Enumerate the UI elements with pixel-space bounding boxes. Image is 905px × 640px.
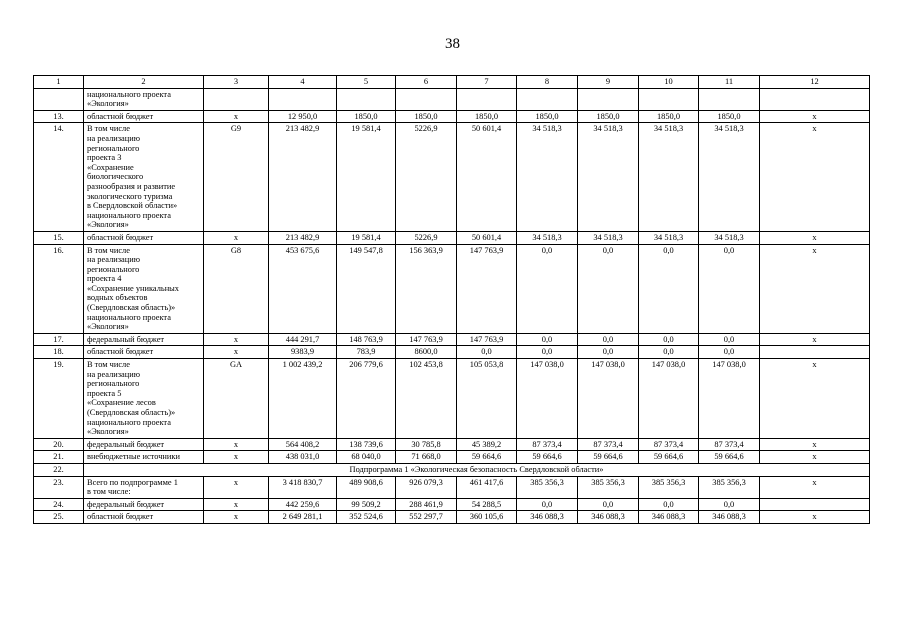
table-cell: 0,0 — [699, 333, 760, 346]
table-cell: 453 675,6 — [269, 244, 337, 333]
column-header: 11 — [699, 76, 760, 89]
table-row — [34, 333, 870, 346]
table-cell: 68 040,0 — [337, 451, 396, 464]
table-cell — [204, 88, 269, 110]
row-label: федеральный бюджет — [84, 498, 204, 511]
table-cell: x — [760, 438, 870, 451]
column-header: 7 — [457, 76, 517, 89]
table-cell: 442 259,6 — [269, 498, 337, 511]
row-number: 16. — [34, 244, 84, 333]
table-row — [34, 359, 870, 439]
table-cell: 1850,0 — [517, 110, 578, 123]
table-cell: 5226,9 — [396, 231, 457, 244]
table-cell: 87 373,4 — [517, 438, 578, 451]
table-cell: 50 601,4 — [457, 123, 517, 232]
row-label: В том числе на реализацию регионального проекта 3 «Сохранение биологического разнообразия и развитие экологического туризма в Свердловской области» национального проекта «Экология» — [84, 123, 204, 232]
table-cell: G8 — [204, 244, 269, 333]
table-cell: 147 038,0 — [517, 359, 578, 439]
table-cell: 926 079,3 — [396, 476, 457, 498]
table-cell: 385 356,3 — [517, 476, 578, 498]
table-row — [34, 498, 870, 511]
table-cell: 0,0 — [457, 346, 517, 359]
table-cell: 45 389,2 — [457, 438, 517, 451]
column-header: 12 — [760, 76, 870, 89]
row-number: 14. — [34, 123, 84, 232]
table-row — [34, 231, 870, 244]
table-cell: 206 779,6 — [337, 359, 396, 439]
table-cell: x — [204, 476, 269, 498]
column-header: 8 — [517, 76, 578, 89]
table-cell: 1850,0 — [396, 110, 457, 123]
table-cell: 0,0 — [699, 346, 760, 359]
table-cell — [517, 88, 578, 110]
table-cell: 0,0 — [578, 346, 639, 359]
row-number: 21. — [34, 451, 84, 464]
table-cell: 0,0 — [517, 333, 578, 346]
table-cell: 12 950,0 — [269, 110, 337, 123]
table-cell: 0,0 — [517, 498, 578, 511]
table-cell: 0,0 — [578, 244, 639, 333]
table-cell: 385 356,3 — [639, 476, 699, 498]
row-label: В том числе на реализацию регионального проекта 4 «Сохранение уникальных водных объектов (Свердловская область)» национального проекта «Экология» — [84, 244, 204, 333]
table-cell: 59 664,6 — [517, 451, 578, 464]
table-cell: x — [760, 359, 870, 439]
table-cell: x — [204, 333, 269, 346]
table-cell: 0,0 — [699, 244, 760, 333]
table-row — [34, 110, 870, 123]
table-cell: 3 418 830,7 — [269, 476, 337, 498]
table-cell: GA — [204, 359, 269, 439]
row-label: В том числе на реализацию регионального проекта 5 «Сохранение лесов (Свердловская область)» национального проекта «Экология» — [84, 359, 204, 439]
row-number: 15. — [34, 231, 84, 244]
table-cell: 99 509,2 — [337, 498, 396, 511]
table-cell: 34 518,3 — [699, 231, 760, 244]
row-label: областной бюджет — [84, 346, 204, 359]
table-cell: 213 482,9 — [269, 123, 337, 232]
table-cell — [337, 88, 396, 110]
row-number: 22. — [34, 463, 84, 476]
table-cell: 87 373,4 — [639, 438, 699, 451]
row-label: федеральный бюджет — [84, 333, 204, 346]
table-cell: x — [760, 123, 870, 232]
table-cell: G9 — [204, 123, 269, 232]
row-label: областной бюджет — [84, 231, 204, 244]
page-number: 38 — [445, 36, 460, 52]
budget-table — [33, 75, 870, 524]
table-cell: 34 518,3 — [699, 123, 760, 232]
table-cell: 0,0 — [639, 346, 699, 359]
table-row — [34, 451, 870, 464]
table-cell: x — [760, 511, 870, 524]
subprogram-title: Подпрограмма 1 «Экологическая безопасность Свердловской области» — [84, 463, 870, 476]
row-label: внебюджетные источники — [84, 451, 204, 464]
table-cell: 5226,9 — [396, 123, 457, 232]
table-cell: 34 518,3 — [517, 123, 578, 232]
row-label: Всего по подпрограмме 1 в том числе: — [84, 476, 204, 498]
table-cell: 346 088,3 — [639, 511, 699, 524]
table-cell — [578, 88, 639, 110]
row-number: 17. — [34, 333, 84, 346]
table-cell: 438 031,0 — [269, 451, 337, 464]
table-cell: 489 908,6 — [337, 476, 396, 498]
table-cell: 147 038,0 — [699, 359, 760, 439]
table-row — [34, 88, 870, 110]
table-cell: 147 763,9 — [457, 333, 517, 346]
table-cell: 147 038,0 — [639, 359, 699, 439]
table-cell: 346 088,3 — [699, 511, 760, 524]
table-cell: 444 291,7 — [269, 333, 337, 346]
table-cell — [760, 498, 870, 511]
table-cell: 87 373,4 — [699, 438, 760, 451]
table-cell: 50 601,4 — [457, 231, 517, 244]
table-cell: x — [204, 438, 269, 451]
column-header: 4 — [269, 76, 337, 89]
table-cell: 346 088,3 — [578, 511, 639, 524]
column-header: 2 — [84, 76, 204, 89]
table-cell: 138 739,6 — [337, 438, 396, 451]
table-cell: 34 518,3 — [639, 123, 699, 232]
table-cell: x — [760, 231, 870, 244]
table-cell: 0,0 — [639, 244, 699, 333]
table-cell: 564 408,2 — [269, 438, 337, 451]
table-cell: 0,0 — [639, 333, 699, 346]
table-cell: 352 524,6 — [337, 511, 396, 524]
row-label: национального проекта «Экология» — [84, 88, 204, 110]
table-cell: 0,0 — [578, 498, 639, 511]
table-cell: 30 785,8 — [396, 438, 457, 451]
table-cell: 59 664,6 — [699, 451, 760, 464]
table-cell: 9383,9 — [269, 346, 337, 359]
table-cell: 8600,0 — [396, 346, 457, 359]
row-label: федеральный бюджет — [84, 438, 204, 451]
header-row — [34, 76, 870, 89]
table-cell: 59 664,6 — [639, 451, 699, 464]
table-cell: 34 518,3 — [578, 123, 639, 232]
table-row — [34, 476, 870, 498]
table-cell: 59 664,6 — [578, 451, 639, 464]
table-cell: 1850,0 — [578, 110, 639, 123]
table-cell — [699, 88, 760, 110]
table-cell: 0,0 — [517, 244, 578, 333]
table-cell: 385 356,3 — [578, 476, 639, 498]
row-label: областной бюджет — [84, 511, 204, 524]
table-cell: x — [760, 476, 870, 498]
table-cell: 288 461,9 — [396, 498, 457, 511]
table-cell — [269, 88, 337, 110]
table-row — [34, 511, 870, 524]
table-row — [34, 244, 870, 333]
table-cell: 552 297,7 — [396, 511, 457, 524]
table-cell: x — [204, 451, 269, 464]
table-row — [34, 438, 870, 451]
table-cell: x — [760, 110, 870, 123]
table-cell: 1 002 439,2 — [269, 359, 337, 439]
table-cell: 0,0 — [517, 346, 578, 359]
table-cell: x — [760, 244, 870, 333]
table-cell: 149 547,8 — [337, 244, 396, 333]
table-cell: 87 373,4 — [578, 438, 639, 451]
table-cell — [396, 88, 457, 110]
table-cell: 1850,0 — [639, 110, 699, 123]
table-cell: 71 668,0 — [396, 451, 457, 464]
table-cell: 148 763,9 — [337, 333, 396, 346]
table-cell: 1850,0 — [457, 110, 517, 123]
table-cell: 102 453,8 — [396, 359, 457, 439]
row-number — [34, 88, 84, 110]
table-cell — [760, 346, 870, 359]
table-cell: x — [204, 498, 269, 511]
table-cell — [760, 88, 870, 110]
table-cell: x — [204, 231, 269, 244]
table-cell: x — [204, 346, 269, 359]
row-number: 24. — [34, 498, 84, 511]
table-cell: 34 518,3 — [517, 231, 578, 244]
table-cell: 783,9 — [337, 346, 396, 359]
table-cell: 59 664,6 — [457, 451, 517, 464]
row-number: 19. — [34, 359, 84, 439]
table-cell: 461 417,6 — [457, 476, 517, 498]
table-cell: 54 288,5 — [457, 498, 517, 511]
table-cell: x — [760, 333, 870, 346]
table-cell: 1850,0 — [337, 110, 396, 123]
column-header: 3 — [204, 76, 269, 89]
row-number: 25. — [34, 511, 84, 524]
table-cell: 34 518,3 — [639, 231, 699, 244]
table-cell: 1850,0 — [699, 110, 760, 123]
table-cell: x — [760, 451, 870, 464]
table-cell: 147 763,9 — [396, 333, 457, 346]
table-cell: x — [204, 511, 269, 524]
table-cell: 147 763,9 — [457, 244, 517, 333]
row-number: 20. — [34, 438, 84, 451]
table-cell: 156 363,9 — [396, 244, 457, 333]
row-number: 13. — [34, 110, 84, 123]
table-cell — [457, 88, 517, 110]
column-header: 10 — [639, 76, 699, 89]
table-cell: 19 581,4 — [337, 123, 396, 232]
table-cell: 360 105,6 — [457, 511, 517, 524]
table-cell: 0,0 — [639, 498, 699, 511]
table-cell: 34 518,3 — [578, 231, 639, 244]
row-number: 23. — [34, 476, 84, 498]
table-row — [34, 346, 870, 359]
table-cell: 147 038,0 — [578, 359, 639, 439]
column-header: 6 — [396, 76, 457, 89]
table-cell — [639, 88, 699, 110]
table-cell: 213 482,9 — [269, 231, 337, 244]
table-row — [34, 123, 870, 232]
column-header: 9 — [578, 76, 639, 89]
row-label: областной бюджет — [84, 110, 204, 123]
table-cell: 2 649 281,1 — [269, 511, 337, 524]
table-cell: 385 356,3 — [699, 476, 760, 498]
table-cell: 0,0 — [699, 498, 760, 511]
table-cell: x — [204, 110, 269, 123]
table-cell: 0,0 — [578, 333, 639, 346]
row-number: 18. — [34, 346, 84, 359]
column-header: 5 — [337, 76, 396, 89]
column-header: 1 — [34, 76, 84, 89]
table-row — [34, 463, 870, 476]
table-cell: 105 053,8 — [457, 359, 517, 439]
table-cell: 19 581,4 — [337, 231, 396, 244]
table-cell: 346 088,3 — [517, 511, 578, 524]
